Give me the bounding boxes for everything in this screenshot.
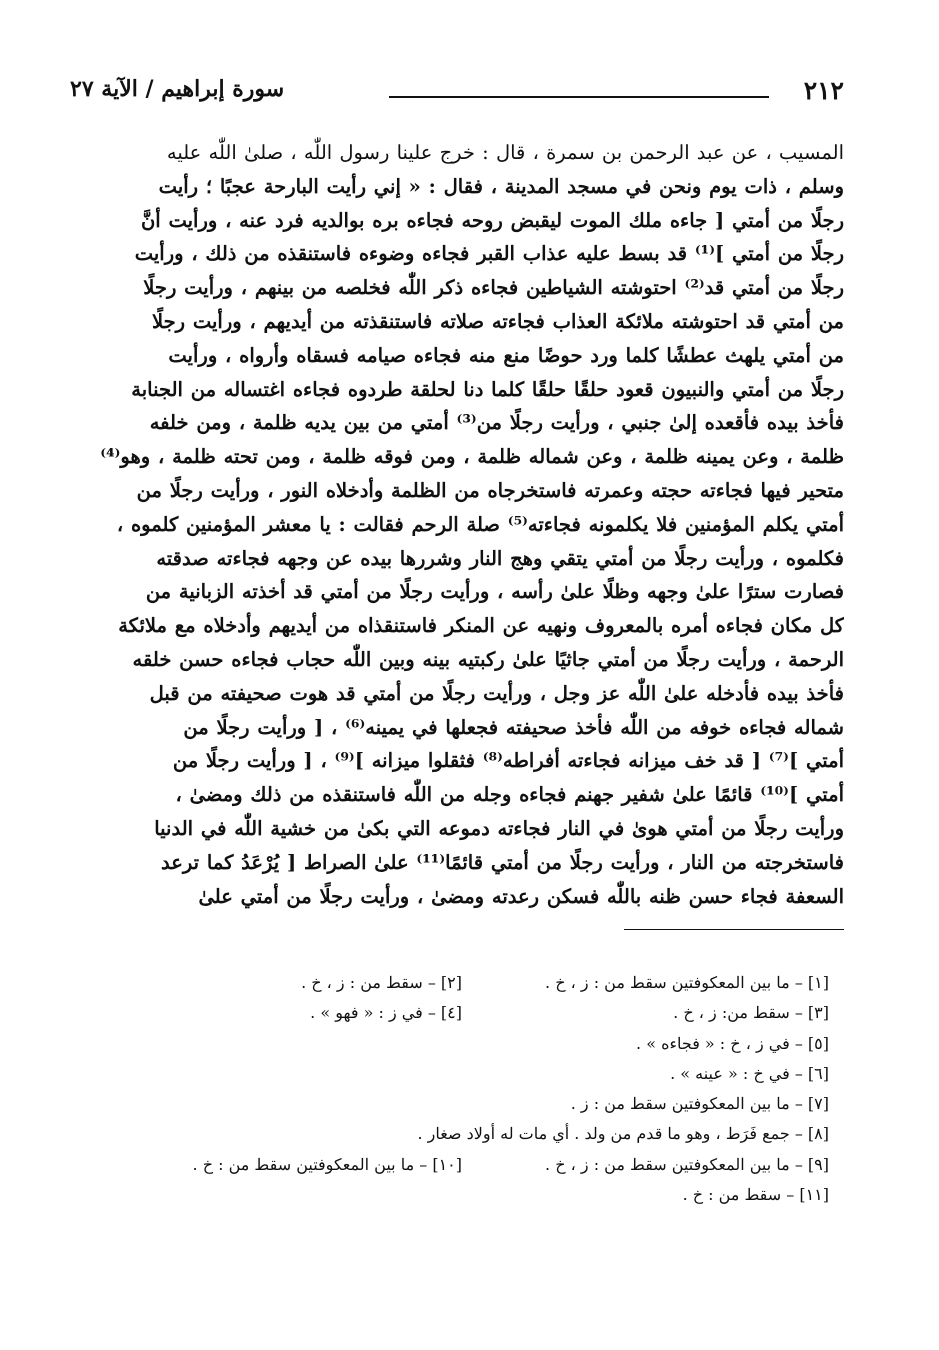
footnote-1: [١] – ما بين المعكوفتين سقط من : ز ، خ . [545,973,829,992]
body-line: رجلًا من أمتي والنبيون قعود حلقًا حلقًا كلما دنا لحلقة طردوه فجاءه اغتساله من الجنابة [131,377,844,401]
body-line: فأخذ بيده فأدخله علىٰ اللّٰه عز وجل ، ورأيت رجلًا من أمتي قد هوت صحيفته من قبل [149,681,844,705]
body-line: كل مكان فجاءه أمره بالمعروف ونهيه عن المنكر فاستنقذاه من أيديهم وأدخلاه مع ملائكة [118,614,844,638]
body-line: أمتي ]⁽¹⁰⁾ قائمًا علىٰ شفير جهنم فجاءه وجله من اللّٰه فاستنقذه من ذلك ومضىٰ ، [175,783,844,807]
running-title: سورة إبراهيم / الآية ٢٧ [70,76,285,102]
footnote-10: [١٠] – ما بين المعكوفتين سقط من : خ . [192,1154,462,1174]
body-line: رجلًا من أمتي قد⁽²⁾ احتوشته الشياطين فجاءه ذكر اللّٰه فخلصه من بينهم ، ورأيت رجلًا [143,276,844,300]
footnote-rule [624,929,844,930]
footnote-11: [١١] – سقط من : خ . [682,1185,829,1205]
footnote-8: [٨] – جمع فَرَط ، وهو ما قدم من ولد . أي مات له أولاد صغار . [417,1124,829,1144]
footnote-6: [٦] – في خ : « عينه » . [670,1063,829,1083]
body-line: الرحمة ، ورأيت رجلًا من أمتي جاثيًا علىٰ ركبتيه بينه وبين اللّٰه حجاب فجاءه حسن خلقه [132,647,844,671]
body-line: المسيب ، عن عبد الرحمن بن سمرة ، قال : خرج علينا رسول اللّٰه ، صلىٰ اللّٰه عليه [166,141,844,164]
footnote-row [95,1150,829,1180]
footnote-9: [٩] – ما بين المعكوفتين سقط من : ز ، خ . [545,1154,829,1174]
body-line: رجلًا من أمتي [ جاءه ملك الموت ليقبض روحه فجاءه بره بوالديه فرد عنه ، ورأيت أنَّ [140,208,844,232]
body-text [72,136,844,913]
body-line: من أمتي قد احتوشته ملائكة العذاب فجاءته صلاته فاستنقذته من أيديهم ، ورأيت رجلًا [151,309,844,333]
footnote-4: [٤] – في ز : « فهو » . [310,1003,462,1023]
body-line: فكلموه ، ورأيت رجلًا من أمتي يتقي وهج النار وشررها بيده عن وجهه فجاءته صدقته [156,546,844,570]
page-header [70,74,844,118]
footnote-row [95,998,829,1028]
footnote-5: [٥] – في ز ، خ : « فجاءه » . [636,1033,829,1053]
footnote-7: [٧] – ما بين المعكوفتين سقط من : ز . [570,1094,829,1114]
header-rule [389,96,769,98]
body-line: فاستخرجته من النار ، ورأيت رجلًا من أمتي قائمًا⁽¹¹⁾ علىٰ الصراط [ يُرْعَدُ كما ترعد [161,850,844,874]
footnote-row [95,968,829,998]
footnote-3: [٣] – سقط من: ز ، خ . [673,1003,829,1023]
body-line: فصارت سترًا علىٰ وجهه وظلًا علىٰ رأسه ، ورأيت رجلًا من أمتي قد أخذته الزبانية من [145,580,844,604]
body-line: من أمتي يلهث عطشًا كلما ورد حوضًا منع منه فجاءه صيامه فسقاه وأرواه ، ورأيت [168,343,844,367]
footnote-2: [٢] – سقط من : ز ، خ . [301,973,462,992]
body-line: ورأيت رجلًا من أمتي هوىٰ في النار فجاءته دموعه التي بكىٰ من خشية اللّٰه في الدنيا [154,816,844,840]
body-line: أمتي ]⁽⁷⁾ [ قد خف ميزانه فجاءته أفراطه⁽⁸⁾ فثقلوا ميزانه ]⁽⁹⁾ ، [ ورأيت رجلًا من [172,749,844,773]
footnotes [95,968,829,1210]
body-line: وسلم ، ذات يوم ونحن في مسجد المدينة ، فقال : « إني رأيت البارحة عجبًا ؛ رأيت [158,174,844,198]
body-line: متحير فيها فجاءته حجته وعمرته فاستخرجاه من الظلمة وأدخلاه النور ، ورأيت رجلًا من [136,478,844,502]
body-line: ظلمة ، وعن يمينه ظلمة ، وعن شماله ظلمة ، ومن فوقه ظلمة ، ومن تحته ظلمة ، وهو⁽⁴⁾ [100,445,844,469]
body-line: رجلًا من أمتي ]⁽¹⁾ قد بسط عليه عذاب القبر فجاءه وضوءه فاستنقذه من ذلك ، ورأيت [134,242,844,266]
page-number: ٢١٢ [803,76,844,105]
body-line: شماله فجاءه خوفه من اللّٰه فأخذ صحيفته فجعلها في يمينه⁽⁶⁾ ، [ ورأيت رجلًا من [183,715,844,739]
body-line: السعفة فجاء حسن ظنه باللّٰه فسكن رعدته ومضىٰ ، ورأيت رجلًا من أمتي علىٰ [198,884,844,908]
body-line: أمتي يكلم المؤمنين فلا يكلمونه فجاءته⁽⁵⁾ صلة الرحم فقالت : يا معشر المؤمنين كلموه ، [116,512,844,536]
body-line: فأخذ بيده فأقعده إلىٰ جنبي ، ورأيت رجلًا من⁽³⁾ أمتي من بين يديه ظلمة ، ومن خلفه [149,411,844,435]
